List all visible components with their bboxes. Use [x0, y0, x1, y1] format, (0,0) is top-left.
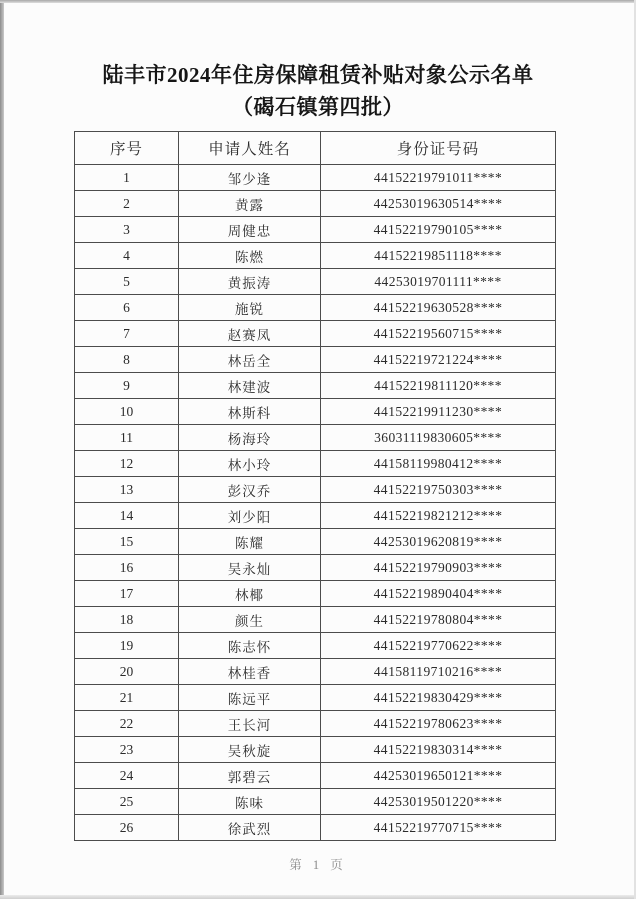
- applicant-name-cell: 林岳全: [179, 347, 321, 373]
- table-row: [75, 373, 556, 399]
- id-number-cell: 44253019501220****: [321, 789, 556, 815]
- id-number-cell: 36031119830605****: [321, 425, 556, 451]
- document-title-line2: （碣石镇第四批）: [232, 94, 404, 119]
- id-number-cell: 44158119980412****: [321, 451, 556, 477]
- applicant-name-cell: 王长河: [179, 711, 321, 737]
- applicant-name-cell: 周健忠: [179, 217, 321, 243]
- id-number-cell: 44152219851118****: [321, 243, 556, 269]
- table-row: [75, 165, 556, 191]
- row-index-cell: 11: [75, 425, 179, 451]
- table-row: [75, 425, 556, 451]
- id-number-cell: 44152219770622****: [321, 633, 556, 659]
- row-index-cell: 7: [75, 321, 179, 347]
- header-id-number: 身份证号码: [321, 132, 556, 165]
- table-row: [75, 815, 556, 841]
- applicant-name-cell: 施锐: [179, 295, 321, 321]
- row-index-cell: 24: [75, 763, 179, 789]
- id-number-cell: 44158119710216****: [321, 659, 556, 685]
- applicant-name-cell: 刘少阳: [179, 503, 321, 529]
- applicant-name-cell: 陈耀: [179, 529, 321, 555]
- row-index-cell: 3: [75, 217, 179, 243]
- applicant-name-cell: 邹少逢: [179, 165, 321, 191]
- row-index-cell: 20: [75, 659, 179, 685]
- id-number-cell: 44152219830429****: [321, 685, 556, 711]
- table-row: [75, 321, 556, 347]
- table-header-row: [75, 132, 556, 165]
- id-number-cell: 44152219911230****: [321, 399, 556, 425]
- id-number-cell: 44253019701111****: [321, 269, 556, 295]
- id-number-cell: 44152219780804****: [321, 607, 556, 633]
- scan-edge-top: [0, 0, 636, 3]
- table-row: [75, 269, 556, 295]
- row-index-cell: 13: [75, 477, 179, 503]
- table-row: [75, 477, 556, 503]
- row-index-cell: 9: [75, 373, 179, 399]
- row-index-cell: 4: [75, 243, 179, 269]
- applicant-name-cell: 黄露: [179, 191, 321, 217]
- table-row: [75, 191, 556, 217]
- id-number-cell: 44152219560715****: [321, 321, 556, 347]
- applicant-name-cell: 杨海玲: [179, 425, 321, 451]
- id-number-cell: 44152219750303****: [321, 477, 556, 503]
- applicant-name-cell: 陈志怀: [179, 633, 321, 659]
- applicant-name-cell: 陈远平: [179, 685, 321, 711]
- table-row: [75, 529, 556, 555]
- applicant-name-cell: 黄振涛: [179, 269, 321, 295]
- id-number-cell: 44152219770715****: [321, 815, 556, 841]
- id-number-cell: 44152219780623****: [321, 711, 556, 737]
- id-number-cell: 44152219790903****: [321, 555, 556, 581]
- scan-edge-left: [0, 0, 4, 899]
- row-index-cell: 6: [75, 295, 179, 321]
- id-number-cell: 44152219890404****: [321, 581, 556, 607]
- document-title: [0, 60, 636, 123]
- row-index-cell: 25: [75, 789, 179, 815]
- id-number-cell: 44152219630528****: [321, 295, 556, 321]
- table-row: [75, 711, 556, 737]
- table-row: [75, 659, 556, 685]
- scan-edge-bottom: [0, 895, 636, 899]
- row-index-cell: 22: [75, 711, 179, 737]
- table-row: [75, 737, 556, 763]
- table-row: [75, 503, 556, 529]
- table-row: [75, 581, 556, 607]
- row-index-cell: 19: [75, 633, 179, 659]
- applicant-name-cell: 吴永灿: [179, 555, 321, 581]
- id-number-cell: 44152219830314****: [321, 737, 556, 763]
- applicant-name-cell: 陈味: [179, 789, 321, 815]
- applicant-name-cell: 徐武烈: [179, 815, 321, 841]
- table-row: [75, 399, 556, 425]
- header-applicant-name: 申请人姓名: [179, 132, 321, 165]
- row-index-cell: 2: [75, 191, 179, 217]
- row-index-cell: 10: [75, 399, 179, 425]
- header-serial-number: 序号: [75, 132, 179, 165]
- row-index-cell: 18: [75, 607, 179, 633]
- id-number-cell: 44152219790105****: [321, 217, 556, 243]
- row-index-cell: 12: [75, 451, 179, 477]
- page-number: 第 1 页: [289, 858, 347, 872]
- id-number-cell: 44152219721224****: [321, 347, 556, 373]
- table-row: [75, 451, 556, 477]
- row-index-cell: 1: [75, 165, 179, 191]
- applicant-name-cell: 彭汉乔: [179, 477, 321, 503]
- id-number-cell: 44253019650121****: [321, 763, 556, 789]
- applicant-name-cell: 陈燃: [179, 243, 321, 269]
- row-index-cell: 8: [75, 347, 179, 373]
- row-index-cell: 17: [75, 581, 179, 607]
- row-index-cell: 15: [75, 529, 179, 555]
- id-number-cell: 44253019630514****: [321, 191, 556, 217]
- applicant-name-cell: 郭碧云: [179, 763, 321, 789]
- row-index-cell: 5: [75, 269, 179, 295]
- applicant-name-cell: 颜生: [179, 607, 321, 633]
- applicants-table: [74, 131, 556, 841]
- table-row: [75, 555, 556, 581]
- applicant-name-cell: 林小玲: [179, 451, 321, 477]
- id-number-cell: 44253019620819****: [321, 529, 556, 555]
- id-number-cell: 44152219791011****: [321, 165, 556, 191]
- table-row: [75, 243, 556, 269]
- id-number-cell: 44152219811120****: [321, 373, 556, 399]
- row-index-cell: 23: [75, 737, 179, 763]
- table-body: [75, 165, 556, 841]
- id-number-cell: 44152219821212****: [321, 503, 556, 529]
- applicant-name-cell: 林椰: [179, 581, 321, 607]
- table-row: [75, 347, 556, 373]
- document-title-line1: 陆丰市2024年住房保障租赁补贴对象公示名单: [102, 63, 534, 87]
- table-row: [75, 789, 556, 815]
- row-index-cell: 26: [75, 815, 179, 841]
- table-row: [75, 685, 556, 711]
- table-row: [75, 633, 556, 659]
- table-row: [75, 607, 556, 633]
- applicant-name-cell: 赵赛凤: [179, 321, 321, 347]
- applicant-name-cell: 吴秋旋: [179, 737, 321, 763]
- row-index-cell: 16: [75, 555, 179, 581]
- applicant-name-cell: 林桂香: [179, 659, 321, 685]
- table-row: [75, 217, 556, 243]
- table-row: [75, 763, 556, 789]
- applicant-name-cell: 林斯科: [179, 399, 321, 425]
- table-row: [75, 295, 556, 321]
- row-index-cell: 21: [75, 685, 179, 711]
- applicant-name-cell: 林建波: [179, 373, 321, 399]
- row-index-cell: 14: [75, 503, 179, 529]
